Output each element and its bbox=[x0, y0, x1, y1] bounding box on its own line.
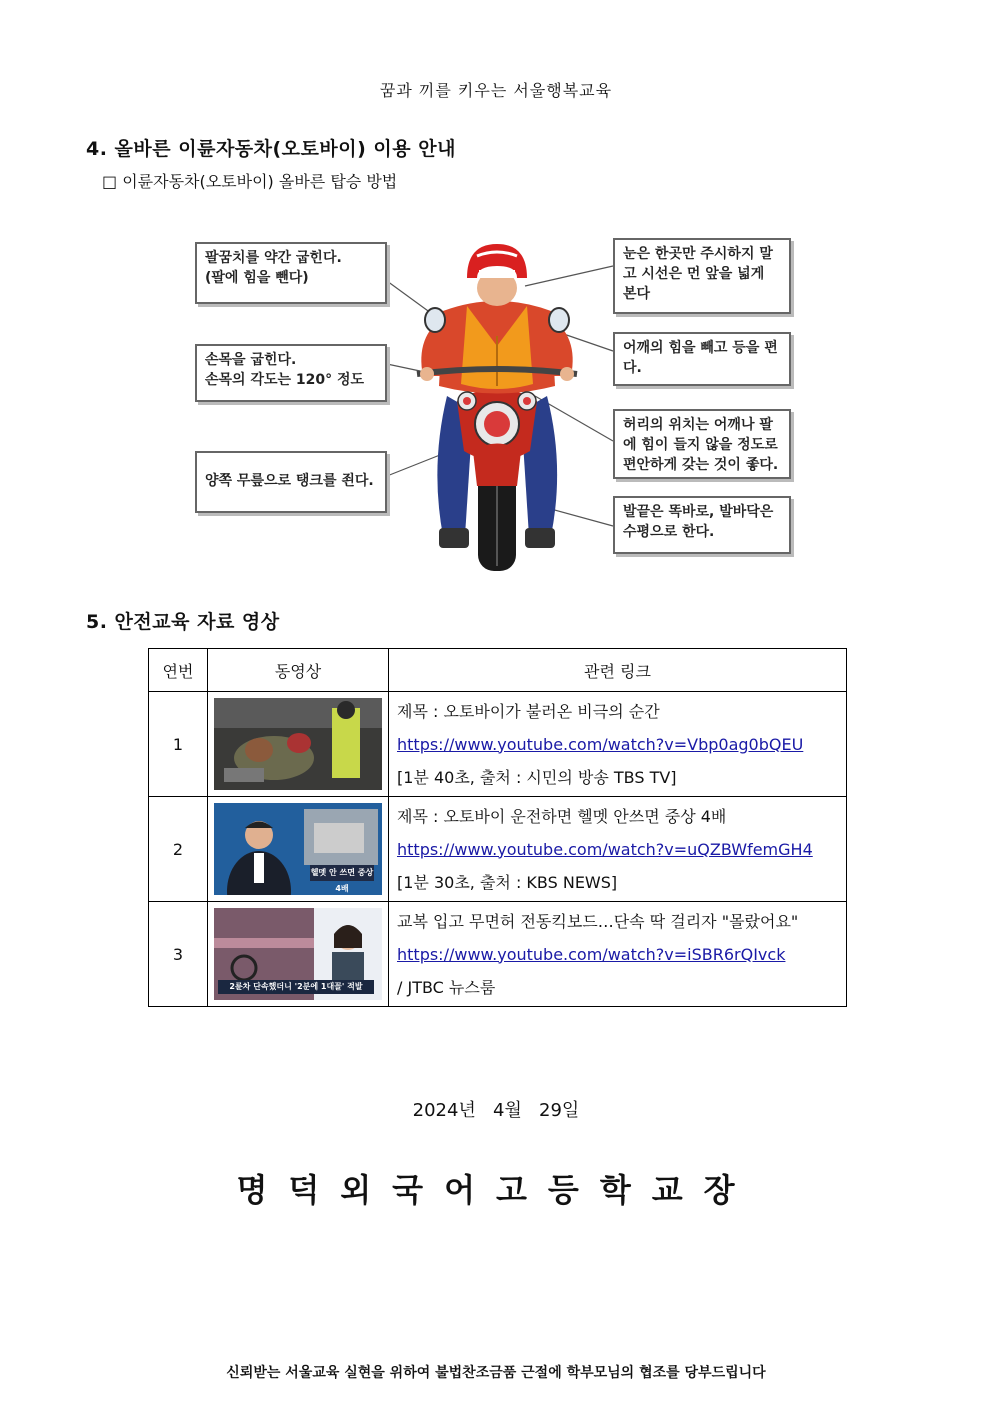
table-row bbox=[149, 902, 847, 1007]
video-source: [1분 30초, 출처 : KBS NEWS] bbox=[397, 872, 618, 892]
table-row bbox=[149, 692, 847, 797]
thumb-cell bbox=[208, 692, 389, 797]
callout-elbow-line-2: (팔에 힘을 뺀다) bbox=[205, 270, 309, 286]
document-date: 2024년 4월 29일 bbox=[412, 1100, 580, 1121]
video-title: 교복 입고 무면허 전동킥보드…단속 딱 걸리자 "몰랐어요" bbox=[397, 911, 799, 931]
callout-shoulder bbox=[613, 332, 791, 386]
callout-elbow bbox=[195, 242, 387, 304]
table-header-row bbox=[149, 649, 847, 692]
thumbnail-2-caption: 헬멧 안 쓰면 중상 4배 bbox=[310, 868, 374, 893]
callout-eyes bbox=[613, 238, 791, 314]
callout-eyes-line-3: 본다 bbox=[623, 286, 651, 302]
header-link: 관련 링크 bbox=[389, 649, 847, 692]
callout-waist bbox=[613, 409, 791, 479]
video-table bbox=[148, 648, 847, 1007]
callout-feet-line-2: 수평으로 한다. bbox=[623, 524, 715, 540]
video-thumbnail-2[interactable] bbox=[214, 803, 382, 895]
link-cell bbox=[389, 797, 847, 902]
callout-eyes-line-2: 고 시선은 먼 앞을 넓게 bbox=[623, 266, 765, 282]
callout-elbow-line-1: 팔꿈치를 약간 굽힌다. bbox=[205, 250, 342, 266]
thumbnail-1-image bbox=[214, 698, 382, 790]
thumb-cell bbox=[208, 902, 389, 1007]
video-thumbnail-3[interactable] bbox=[214, 908, 382, 1000]
footer-notice: 신뢰받는 서울교육 실현을 위하여 불법찬조금품 근절에 학부모님의 협조를 당부드립니다 bbox=[226, 1365, 766, 1381]
video-thumbnail-1[interactable] bbox=[214, 698, 382, 790]
callout-eyes-line-1: 눈은 한곳만 주시하지 말 bbox=[623, 246, 773, 262]
motorcycle-riding-posture-figure bbox=[195, 236, 799, 576]
callout-shoulder-line-1: 어깨의 힘을 빼고 등을 편 bbox=[623, 340, 778, 356]
callout-waist-line-1: 허리의 위치는 어깨나 팔 bbox=[623, 417, 773, 433]
thumbnail-3-caption: 2륜차 단속했더니 '2분에 1대꼴' 적발 bbox=[229, 982, 363, 991]
callout-feet-line-1: 발끝은 똑바로, 발바닥은 bbox=[623, 504, 774, 520]
table-row bbox=[149, 797, 847, 902]
callout-knee-line-1: 양쪽 무릎으로 탱크를 죈다. bbox=[205, 473, 374, 489]
callout-knee bbox=[195, 451, 387, 513]
video-source: / JTBC 뉴스룸 bbox=[397, 977, 496, 997]
video-link[interactable]: https://www.youtube.com/watch?v=Vbp0ag0bQEU bbox=[397, 734, 804, 754]
link-cell bbox=[389, 692, 847, 797]
row-number: 2 bbox=[149, 797, 208, 902]
row-number: 1 bbox=[149, 692, 208, 797]
header-num: 연번 bbox=[149, 649, 208, 692]
callout-wrist bbox=[195, 344, 387, 402]
callout-waist-line-3: 편안하게 갖는 것이 좋다. bbox=[623, 457, 779, 473]
thumbnail-2-image bbox=[214, 803, 382, 895]
header-video: 동영상 bbox=[208, 649, 389, 692]
section-4-subtitle: □ 이륜자동차(오토바이) 올바른 탑승 방법 bbox=[102, 172, 398, 191]
video-link[interactable]: https://www.youtube.com/watch?v=iSBR6rQIvck bbox=[397, 944, 786, 964]
video-link[interactable]: https://www.youtube.com/watch?v=uQZBWfemGH4 bbox=[397, 839, 813, 859]
school-motto: 꿈과 끼를 키우는 서울행복교육 bbox=[379, 81, 613, 100]
callout-feet bbox=[613, 496, 791, 554]
section-5-title: 5. 안전교육 자료 영상 bbox=[86, 611, 280, 633]
video-title: 제목 : 오토바이가 불러온 비극의 순간 bbox=[397, 701, 660, 721]
row-number: 3 bbox=[149, 902, 208, 1007]
callout-shoulder-line-2: 다. bbox=[623, 360, 642, 376]
video-source: [1분 40초, 출처 : 시민의 방송 TBS TV] bbox=[397, 767, 677, 787]
link-cell bbox=[389, 902, 847, 1007]
video-title: 제목 : 오토바이 운전하면 헬멧 안쓰면 중상 4배 bbox=[397, 806, 727, 826]
callout-wrist-line-1: 손목을 굽힌다. bbox=[205, 352, 297, 368]
section-4-title: 4. 올바른 이륜자동차(오토바이) 이용 안내 bbox=[86, 138, 456, 160]
thumb-cell bbox=[208, 797, 389, 902]
principal-signature: 명덕외국어고등학교장 bbox=[236, 1171, 756, 1209]
callout-waist-line-2: 에 힘이 들지 않을 정도로 bbox=[623, 437, 778, 453]
callout-wrist-line-2: 손목의 각도는 120° 정도 bbox=[205, 372, 365, 388]
